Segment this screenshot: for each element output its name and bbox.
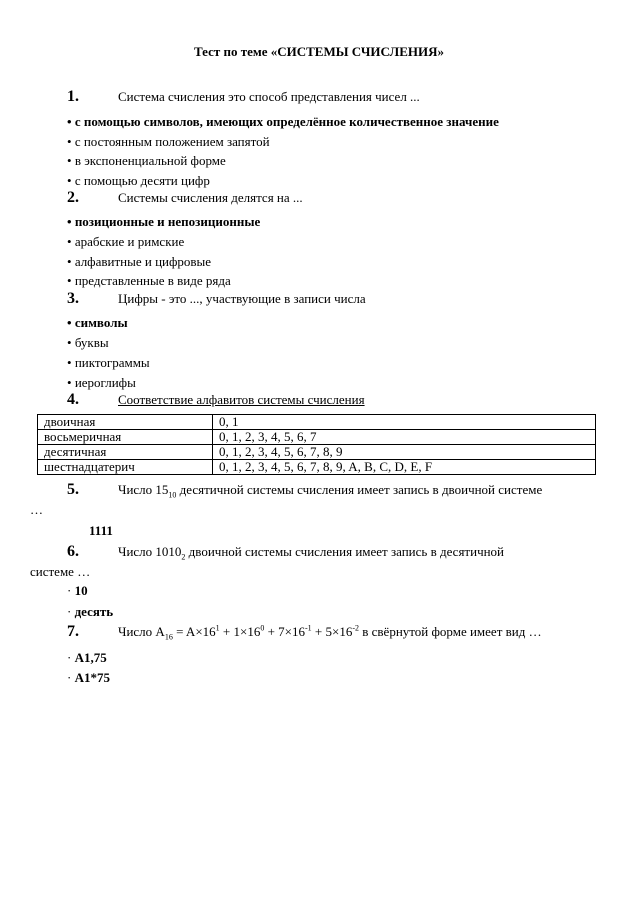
table-row: [38, 430, 596, 445]
answer-option: • буквы: [67, 335, 109, 350]
question-2: [67, 189, 303, 207]
question-text: Число $15_{10}$ десятичной системы счисления имеет запись в двоичной системе: [118, 482, 543, 500]
answer-option: • иероглифы: [67, 375, 136, 390]
answer-option: • с помощью десяти цифр: [67, 173, 210, 188]
question-continuation: …: [30, 502, 43, 517]
table-cell: шестнадцатерич: [38, 460, 213, 475]
answer-option: · 10: [67, 583, 88, 598]
question-text: Число $1010_2$ двоичной системы счисления имеет запись в десятичной: [118, 544, 505, 562]
table-row: [38, 415, 596, 430]
question-number: 3.: [67, 290, 79, 307]
table-cell: 0, 1, 2, 3, 4, 5, 6, 7: [213, 430, 596, 445]
answer-option: • с помощью символов, имеющих определённое количественное значение: [67, 114, 499, 129]
answer-option: • символы: [67, 315, 128, 330]
answer-option: • позиционные и непозиционные: [67, 214, 261, 229]
table-cell: десятичная: [38, 445, 213, 460]
question-3: [67, 290, 366, 308]
table-row: [38, 460, 596, 475]
answer-option: • в экспоненциальной форме: [67, 153, 226, 168]
answer-option: • представленные в виде ряда: [67, 273, 231, 288]
question-number: 6.: [67, 543, 79, 560]
answer-option: • пиктограммы: [67, 355, 150, 370]
question-text: Цифры - это ..., участвующие в записи числа: [118, 291, 366, 306]
answer-option: · A1*75: [67, 670, 110, 685]
question-number: 1.: [67, 88, 79, 105]
answer-option: · десять: [67, 604, 114, 619]
question-text: Системы счисления делятся на ...: [118, 190, 303, 205]
question-text: Система счисления это способ представления чисел ...: [118, 89, 420, 104]
table-cell: 0, 1, 2, 3, 4, 5, 6, 7, 8, 9, A, B, C, D, E, F: [213, 460, 596, 475]
answer-option: • с постоянным положением запятой: [67, 134, 270, 149]
question-6: [67, 543, 504, 562]
answer-option: • алфавитные и цифровые: [67, 254, 212, 269]
alphabet-table: [37, 414, 596, 475]
question-number: 5.: [67, 481, 79, 498]
table-row: [38, 445, 596, 460]
question-text: Соответствие алфавитов системы счисления: [118, 392, 365, 407]
table-cell: двоичная: [38, 415, 213, 430]
answer-value: 1111: [89, 523, 113, 538]
question-1: [67, 88, 420, 106]
answer-option: · A1,75: [67, 650, 107, 665]
question-number: 4.: [67, 391, 79, 408]
question-number: 7.: [67, 623, 79, 640]
table-cell: 0, 1: [213, 415, 596, 430]
question-continuation: системе …: [30, 564, 91, 579]
question-number: 2.: [67, 189, 79, 206]
question-text: Число $A_{16} = A\times 16^1 + 1\times 16^0 + 7\times 16^{-1} + 5\times 16^{-2}$ в свёрнутой форме имеет вид …: [118, 623, 542, 642]
question-4: [67, 391, 365, 409]
question-7: [67, 623, 542, 642]
table-cell: восьмеричная: [38, 430, 213, 445]
question-5: [67, 481, 542, 500]
table-cell: 0, 1, 2, 3, 4, 5, 6, 7, 8, 9: [213, 445, 596, 460]
answer-option: • арабские и римские: [67, 234, 185, 249]
page-title: Тест по теме «СИСТЕМЫ СЧИСЛЕНИЯ»: [193, 44, 445, 59]
